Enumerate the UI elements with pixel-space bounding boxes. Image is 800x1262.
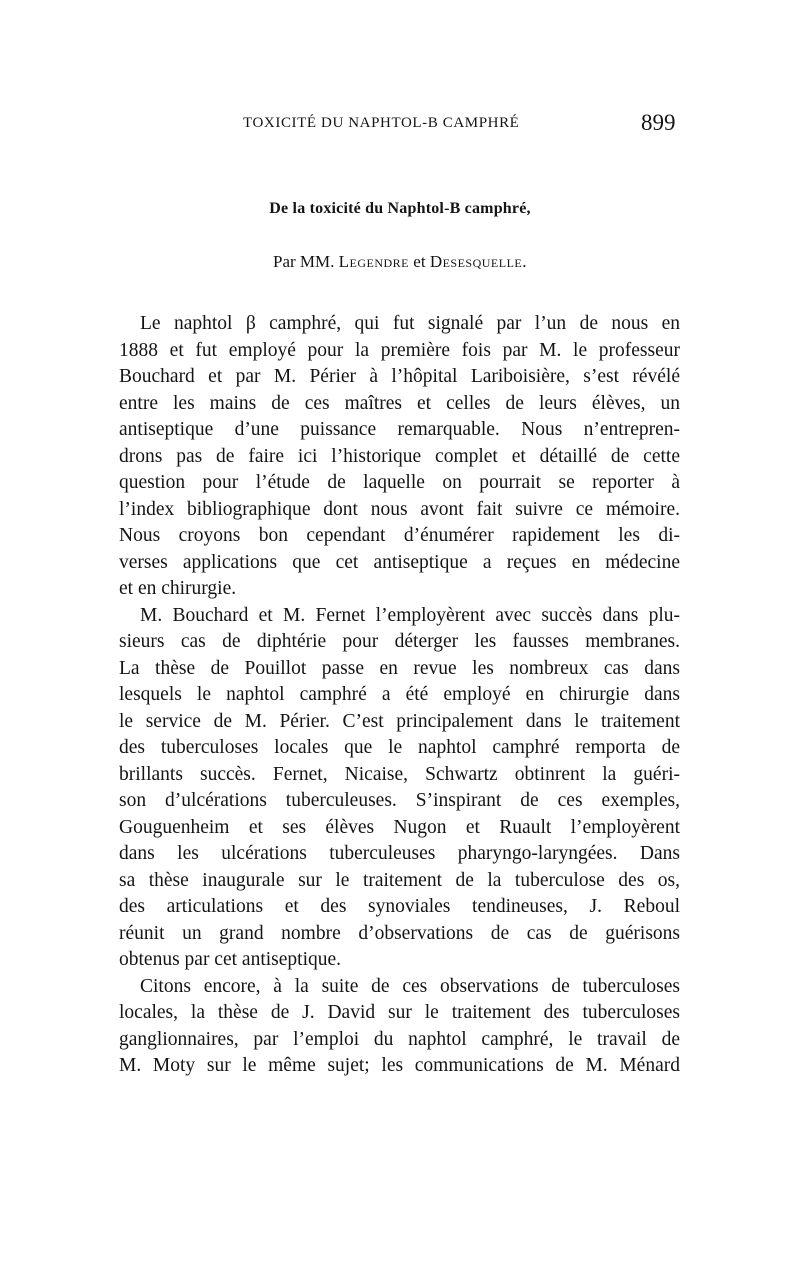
text-line: et en chirurgie. <box>119 578 237 599</box>
text-line: Le naphtol β camphré, qui fut signalé par l’un de nous en <box>140 313 680 334</box>
text-line: ganglionnaires, par l’emploi du naphtol camphré, le travail de <box>119 1028 680 1050</box>
text-line: réunit un grand nombre d’observations de cas de guérisons <box>119 922 680 944</box>
text-line: l’index bibliographique dont nous avont fait suivre ce mémoire. <box>119 498 680 520</box>
text-line: sa thèse inaugurale sur le traitement de la tuberculose des os, <box>119 869 680 891</box>
text-line: des articulations et des synoviales tendineuses, J. Reboul <box>119 896 680 917</box>
byline-conjunction: et <box>413 252 426 271</box>
text-line: entre les mains de ces maîtres et celles de leurs élèves, un <box>119 392 680 414</box>
text-line: M. Moty sur le même sujet; les communications de M. Ménard <box>119 1055 680 1076</box>
text-line: dans les ulcérations tuberculeuses pharyngo-laryngées. Dans <box>119 843 680 864</box>
text-line: 1888 et fut employé pour la première fois par M. le professeur <box>119 339 680 361</box>
text-line: Citons encore, à la suite de ces observations de tuberculoses <box>140 975 680 997</box>
paragraph-2 <box>119 603 680 974</box>
article-byline <box>0 252 800 272</box>
text-line: Nous croyons bon cependant d’énumérer rapidement les di- <box>119 525 680 546</box>
text-line: M. Bouchard et M. Fernet l’employèrent avec succès dans plu- <box>140 604 680 626</box>
text-line: obtenus par cet antiseptique. <box>119 949 342 970</box>
article-title: De la toxicité du Naphtol-B camphré, <box>269 200 531 217</box>
text-line: Gouguenheim et ses élèves Nugon et Ruault l’employèrent <box>119 816 680 838</box>
text-line: locales, la thèse de J. David sur le traitement des tuberculoses <box>119 1002 680 1023</box>
running-head: TOXICITÉ DU NAPHTOL-B CAMPHRÉ <box>243 115 520 131</box>
paragraph-1 <box>119 311 680 603</box>
page-number: 899 <box>641 110 676 135</box>
text-line: lesquels le naphtol camphré a été employé en chirurgie dans <box>119 684 680 705</box>
text-line: question pour l’étude de laquelle on pourrait se reporter à <box>119 472 680 493</box>
text-line: le service de M. Périer. C’est principalement dans le traitement <box>119 710 680 732</box>
author-legendre: Legendre <box>338 252 410 271</box>
text-line: des tuberculoses locales que le naphtol camphré remporta de <box>119 737 680 758</box>
author-desesquelle: Desesquelle. <box>429 252 527 271</box>
text-line: sieurs cas de diphtérie pour déterger les fausses membranes. <box>119 631 680 652</box>
body-text <box>119 311 680 1080</box>
text-line: son d’ulcérations tuberculeuses. S’inspirant de ces exemples, <box>119 790 680 811</box>
text-line: antiseptique d’une puissance remarquable. Nous n’entrepren- <box>119 419 680 440</box>
text-line: brillants succès. Fernet, Nicaise, Schwartz obtinrent la guéri- <box>119 763 680 785</box>
text-line: Bouchard et par M. Périer à l’hôpital Lariboisière, s’est révélé <box>119 366 680 387</box>
paragraph-3 <box>119 974 680 1080</box>
byline-prefix: Par MM. <box>272 252 335 271</box>
text-line: verses applications que cet antiseptique a reçues en médecine <box>119 551 680 573</box>
text-line: La thèse de Pouillot passe en revue les nombreux cas dans <box>119 657 680 679</box>
text-line: drons pas de faire ici l’historique complet et détaillé de cette <box>119 445 680 467</box>
